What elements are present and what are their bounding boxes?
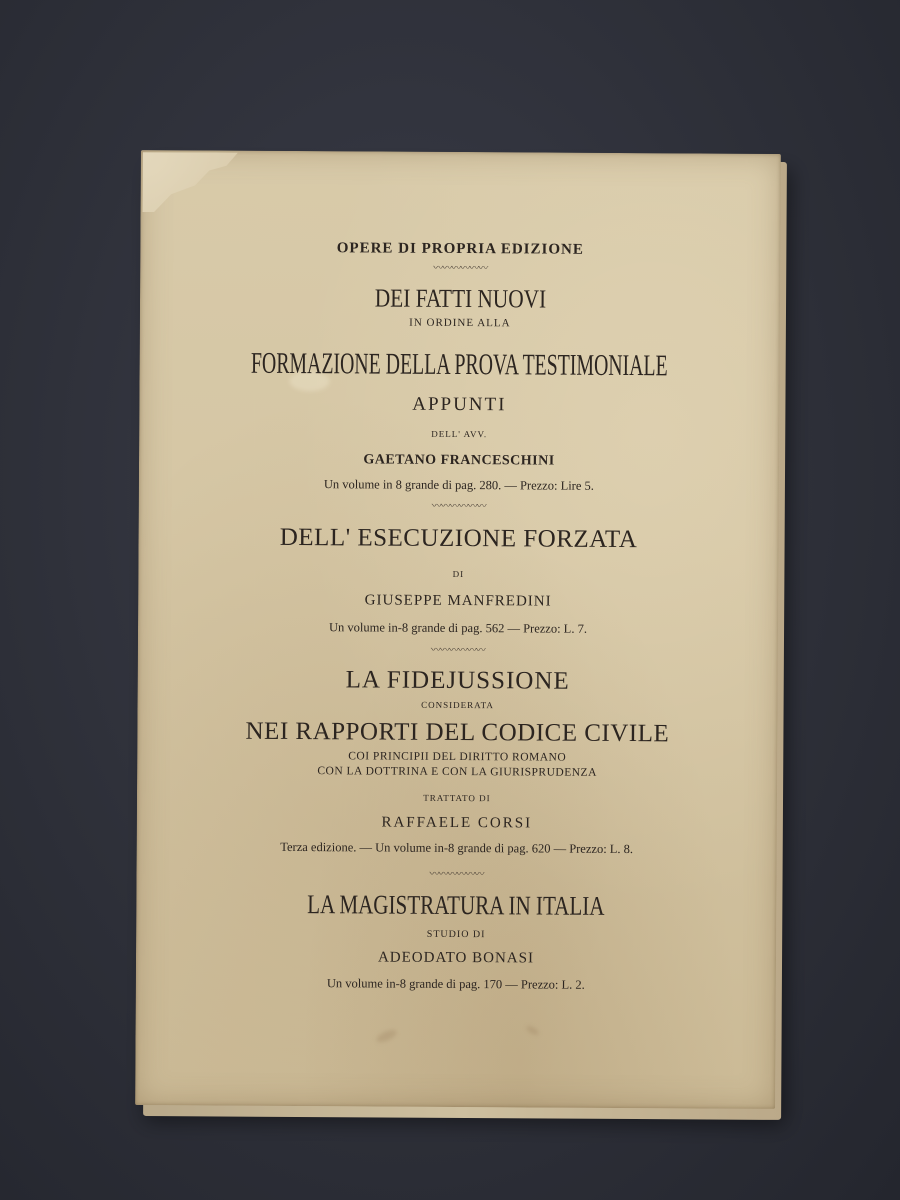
- book3-by: TRATTATO DI: [423, 792, 491, 804]
- book2-by: DI: [452, 568, 465, 580]
- book3-title-line1: LA FIDEJUSSIONE: [345, 666, 570, 695]
- book3-subtitle-line2: CON LA DOTTRINA E CON LA GIURISPRUDENZA: [317, 765, 597, 779]
- book1-title-line1: DEI FATTI NUOVI: [374, 283, 546, 314]
- book-back-cover: [135, 150, 781, 1109]
- cover-text: [135, 150, 781, 1109]
- book2-author: GIUSEPPE MANFREDINI: [364, 592, 552, 610]
- ornamental-divider: 〰〰〰〰〰〰: [431, 500, 486, 513]
- book4-title: LA MAGISTRATURA IN ITALIA: [307, 889, 606, 921]
- book1-subtitle: IN ORDINE ALLA: [409, 316, 511, 330]
- book3-subtitle-line1: COI PRINCIPII DEL DIRITTO ROMANO: [348, 750, 567, 764]
- book4-author: ADEODATO BONASI: [377, 949, 535, 967]
- ornamental-divider: 〰〰〰〰〰〰: [430, 644, 485, 657]
- book3-title-line2: NEI RAPPORTI DEL CODICE CIVILE: [245, 717, 670, 748]
- book1-author: GAETANO FRANCESCHINI: [363, 452, 555, 469]
- ornamental-divider: 〰〰〰〰〰〰: [429, 868, 484, 881]
- book1-title-line3: APPUNTI: [412, 393, 507, 416]
- book3-author: RAFFAELE CORSI: [381, 814, 533, 832]
- book4-details: Un volume in-8 grande di pag. 170 — Prezzo: L. 2.: [326, 976, 585, 992]
- book2-title: DELL' ESECUZIONE FORZATA: [279, 523, 638, 554]
- book2-details: Un volume in-8 grande di pag. 562 — Prezzo: L. 7.: [329, 620, 588, 636]
- book1-by: DELL' AVV.: [431, 428, 488, 440]
- book3-subtitle: CONSIDERATA: [421, 699, 494, 711]
- book3-details: Terza edizione. — Un volume in-8 grande di pag. 620 — Prezzo: L. 8.: [280, 839, 634, 857]
- book4-by: STUDIO DI: [426, 928, 486, 941]
- book1-title-line2: FORMAZIONE DELLA PROVA TESTIMONIALE: [251, 346, 669, 383]
- book1-details: Un volume in 8 grande di pag. 280. — Prezzo: Lire 5.: [323, 477, 594, 493]
- ornamental-divider: 〰〰〰〰〰〰: [433, 262, 488, 275]
- cover-header: OPERE DI PROPRIA EDIZIONE: [336, 240, 584, 258]
